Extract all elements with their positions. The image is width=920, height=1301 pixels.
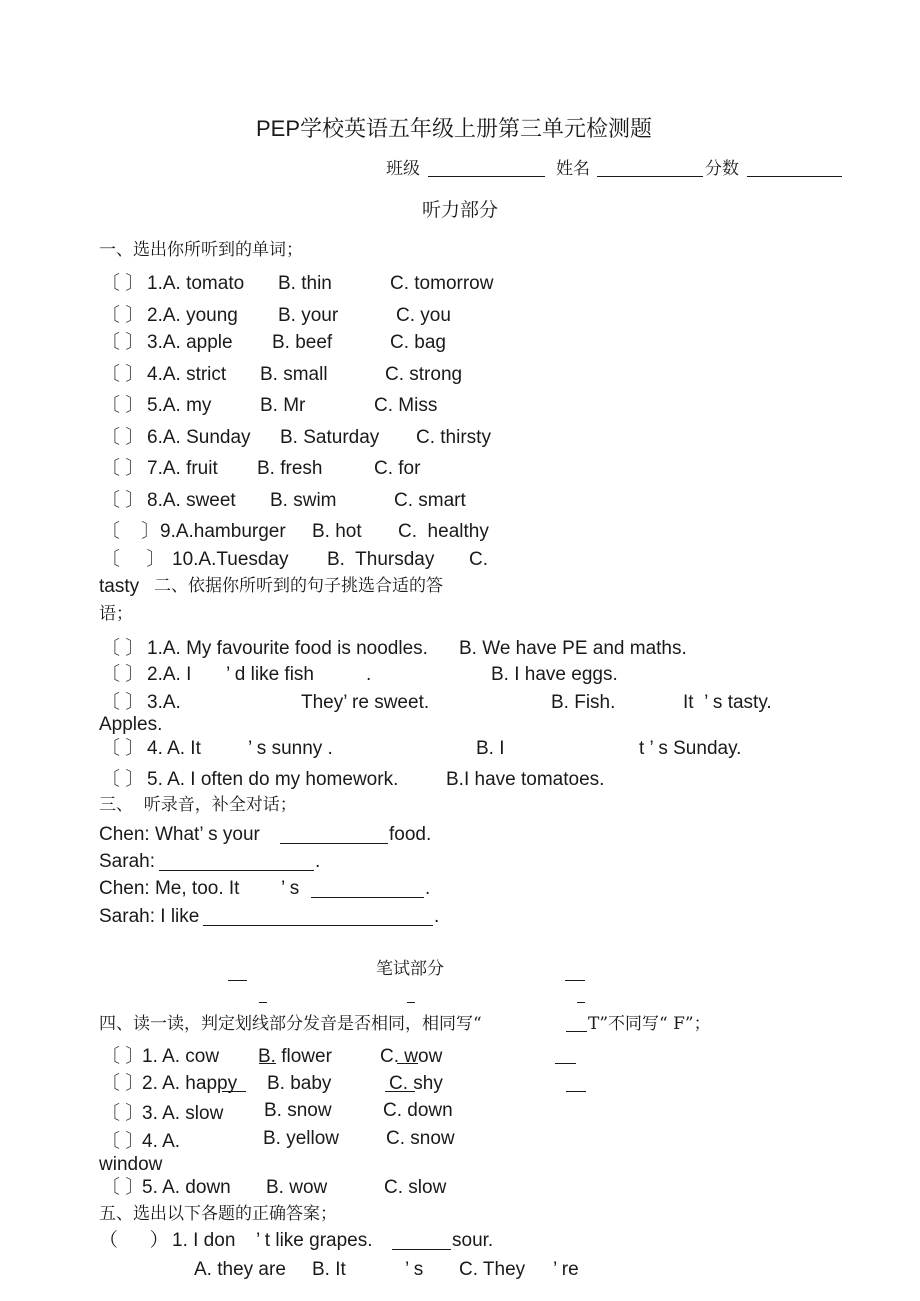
option-a: 3.A. apple bbox=[147, 332, 233, 353]
option-b: B. Thursday bbox=[327, 549, 435, 570]
dialogue-text: Chen: What’ s your bbox=[99, 824, 260, 845]
option-a: 7.A. fruit bbox=[147, 458, 218, 479]
option-c: C. thirsty bbox=[416, 427, 491, 448]
answer-bracket[interactable]: 〔 〕 bbox=[101, 1103, 145, 1124]
option-c: C. for bbox=[374, 458, 421, 479]
option-a-cont: They’ re sweet. bbox=[301, 692, 430, 713]
option-c: C. wow bbox=[380, 1046, 443, 1067]
option-b: B. Mr bbox=[260, 395, 306, 416]
question-blank[interactable] bbox=[392, 1249, 451, 1250]
dialogue-blank[interactable] bbox=[280, 843, 388, 844]
option-a-end: . bbox=[366, 664, 372, 685]
option-c: C. shy bbox=[389, 1073, 443, 1094]
decorative-rule bbox=[565, 980, 585, 981]
option-a-word: window bbox=[99, 1154, 163, 1175]
dialogue-text: Sarah: bbox=[99, 851, 155, 872]
part5-instruction: 五、选出以下各题的正确答案； bbox=[99, 1204, 337, 1224]
part3-instruction: 三、 听录音，补全对话； bbox=[99, 795, 297, 815]
option-b: B. baby bbox=[267, 1073, 332, 1094]
answer-bracket[interactable]: 〔 〕 bbox=[101, 458, 145, 479]
answer-bracket[interactable]: 〔 〕 bbox=[101, 638, 145, 659]
option-a: 2. A. happy bbox=[142, 1073, 238, 1094]
option-b: B.I have tomatoes. bbox=[446, 769, 605, 790]
option-b-cont: ’ s bbox=[405, 1259, 424, 1280]
dialogue-text-mid: ’ s bbox=[281, 878, 300, 899]
option-a-word: Apples. bbox=[99, 714, 163, 735]
option-a: 6.A. Sunday bbox=[147, 427, 251, 448]
dialogue-text-end: . bbox=[425, 878, 431, 899]
answer-bracket[interactable]: 〔 〕 bbox=[101, 664, 145, 685]
question-text-cont: ’ t like grapes. bbox=[256, 1230, 373, 1251]
part4-instruction-end: T”不同写“ F”； bbox=[588, 1014, 711, 1034]
option-b: B. Saturday bbox=[280, 427, 380, 448]
option-b: B. wow bbox=[266, 1177, 328, 1198]
option-c: C. healthy bbox=[398, 521, 489, 542]
answer-bracket[interactable]: 〔 〕 bbox=[101, 427, 145, 448]
answer-bracket[interactable]: 〔 〕 bbox=[101, 692, 145, 713]
option-b: B. I bbox=[476, 738, 505, 759]
answer-bracket[interactable]: 〔 〕 bbox=[101, 769, 145, 790]
option-a: 5.A. my bbox=[147, 395, 212, 416]
question-text-end: sour. bbox=[452, 1230, 494, 1251]
answer-bracket[interactable]: 〔 〕 bbox=[101, 549, 166, 570]
option-a: 5. A. down bbox=[142, 1177, 231, 1198]
option-a-cont: ’ d like fish bbox=[226, 664, 314, 685]
name-label: 姓名 bbox=[556, 159, 590, 179]
option-a: 4. A. bbox=[142, 1131, 181, 1152]
option-b: B. your bbox=[278, 305, 339, 326]
part2-instruction-cont: 语； bbox=[99, 604, 133, 624]
part1-instruction: 一、选出你所听到的单词； bbox=[99, 240, 303, 260]
option-b: B. snow bbox=[264, 1100, 332, 1121]
answer-bracket[interactable]: 〔 〕 bbox=[101, 1073, 145, 1094]
option-b: B. It bbox=[312, 1259, 346, 1280]
option-c: It ’ s tasty. bbox=[683, 692, 772, 713]
sound-underline bbox=[259, 1063, 276, 1064]
option-b: B. thin bbox=[278, 273, 332, 294]
part2-instruction: 二、依据你所听到的句子挑选合适的答 bbox=[154, 576, 443, 596]
option-c: C. smart bbox=[394, 490, 466, 511]
option-a: 2.A. young bbox=[147, 305, 238, 326]
option-a: 1. A. cow bbox=[142, 1046, 220, 1067]
answer-bracket[interactable]: （ ） bbox=[99, 1230, 169, 1251]
answer-bracket[interactable]: 〔 〕 bbox=[101, 364, 145, 385]
option-c: C. you bbox=[396, 305, 451, 326]
option-c: C. strong bbox=[385, 364, 463, 385]
dialogue-text-end: . bbox=[434, 906, 440, 927]
decorative-rule bbox=[259, 1002, 267, 1003]
option-a: 10.A.Tuesday bbox=[172, 549, 289, 570]
option-a: 9.A.hamburger bbox=[160, 521, 286, 542]
part4-instruction: 四、读一读，判定划线部分发音是否相同，相同写“ bbox=[99, 1014, 482, 1034]
option-c: C. Miss bbox=[374, 395, 438, 416]
option-a: 8.A. sweet bbox=[147, 490, 236, 511]
answer-blank[interactable] bbox=[566, 1031, 587, 1032]
answer-bracket[interactable]: 〔 〕 bbox=[101, 273, 145, 294]
option-b-cont: t ’ s Sunday. bbox=[639, 738, 742, 759]
option-a: 3.A. bbox=[147, 692, 181, 713]
dialogue-text-end: . bbox=[315, 851, 321, 872]
decorative-rule bbox=[407, 1002, 415, 1003]
option-b: B. Fish. bbox=[551, 692, 616, 713]
option-a: 2.A. I bbox=[147, 664, 192, 685]
listening-heading: 听力部分 bbox=[422, 199, 499, 221]
option-a: 4. A. It bbox=[147, 738, 201, 759]
page-title: PEP学校英语五年级上册第三单元检测题 bbox=[256, 116, 653, 141]
answer-bracket[interactable]: 〔 〕 bbox=[101, 490, 145, 511]
answer-bracket[interactable]: 〔 〕 bbox=[101, 1131, 145, 1152]
sound-underline bbox=[385, 1091, 415, 1092]
name-blank[interactable] bbox=[597, 176, 703, 177]
question-text: 1. I don bbox=[172, 1230, 236, 1251]
option-a: A. they are bbox=[194, 1259, 286, 1280]
dialogue-text-end: food. bbox=[389, 824, 432, 845]
sound-underline bbox=[397, 1063, 418, 1064]
answer-bracket[interactable]: 〔 〕 bbox=[101, 305, 145, 326]
answer-bracket[interactable]: 〔 〕 bbox=[101, 738, 145, 759]
dialogue-text: Chen: Me, too. It bbox=[99, 878, 240, 899]
option-a: 1.A. My favourite food is noodles. bbox=[147, 638, 428, 659]
option-a: 1.A. tomato bbox=[147, 273, 245, 294]
option-c: C. slow bbox=[384, 1177, 447, 1198]
option-b: B. flower bbox=[258, 1046, 332, 1067]
dialogue-text: Sarah: I like bbox=[99, 906, 200, 927]
option-b: B. beef bbox=[272, 332, 333, 353]
option-c-continued: tasty bbox=[99, 576, 140, 597]
answer-bracket[interactable]: 〔 〕 bbox=[101, 1177, 145, 1198]
option-c: C. down bbox=[383, 1100, 453, 1121]
option-c: C. snow bbox=[386, 1128, 455, 1149]
option-b: B. swim bbox=[270, 490, 337, 511]
option-b: B. fresh bbox=[257, 458, 323, 479]
class-blank[interactable] bbox=[428, 176, 545, 177]
option-a: 5. A. I often do my homework. bbox=[147, 769, 399, 790]
writing-heading: 笔试部分 bbox=[376, 959, 444, 979]
option-c: C. tomorrow bbox=[390, 273, 494, 294]
answer-bracket[interactable]: 〔 〕 bbox=[101, 521, 161, 542]
answer-bracket[interactable]: 〔 〕 bbox=[101, 332, 145, 353]
dialogue-blank[interactable] bbox=[311, 897, 424, 898]
score-blank[interactable] bbox=[747, 176, 842, 177]
decorative-rule bbox=[577, 1002, 585, 1003]
option-b: B. I have eggs. bbox=[491, 664, 618, 685]
dialogue-blank[interactable] bbox=[159, 870, 314, 871]
option-c-cont: ’ re bbox=[553, 1259, 579, 1280]
answer-bracket[interactable]: 〔 〕 bbox=[101, 395, 145, 416]
option-b: B. yellow bbox=[263, 1128, 340, 1149]
option-c: C. They bbox=[459, 1259, 526, 1280]
option-c: C. bag bbox=[390, 332, 446, 353]
option-b: B. We have PE and maths. bbox=[459, 638, 687, 659]
option-b: B. hot bbox=[312, 521, 362, 542]
option-c: C. bbox=[469, 549, 488, 570]
option-a: 3. A. slow bbox=[142, 1103, 224, 1124]
answer-blank[interactable] bbox=[566, 1091, 586, 1092]
sound-underline bbox=[222, 1091, 246, 1092]
option-a-cont: ’ s sunny . bbox=[248, 738, 333, 759]
score-label: 分数 bbox=[705, 159, 739, 179]
class-label: 班级 bbox=[386, 159, 420, 179]
option-b: B. small bbox=[260, 364, 328, 385]
dialogue-blank[interactable] bbox=[203, 925, 433, 926]
answer-blank[interactable] bbox=[555, 1063, 576, 1064]
answer-bracket[interactable]: 〔 〕 bbox=[101, 1046, 145, 1067]
decorative-rule bbox=[228, 980, 247, 981]
option-a: 4.A. strict bbox=[147, 364, 227, 385]
